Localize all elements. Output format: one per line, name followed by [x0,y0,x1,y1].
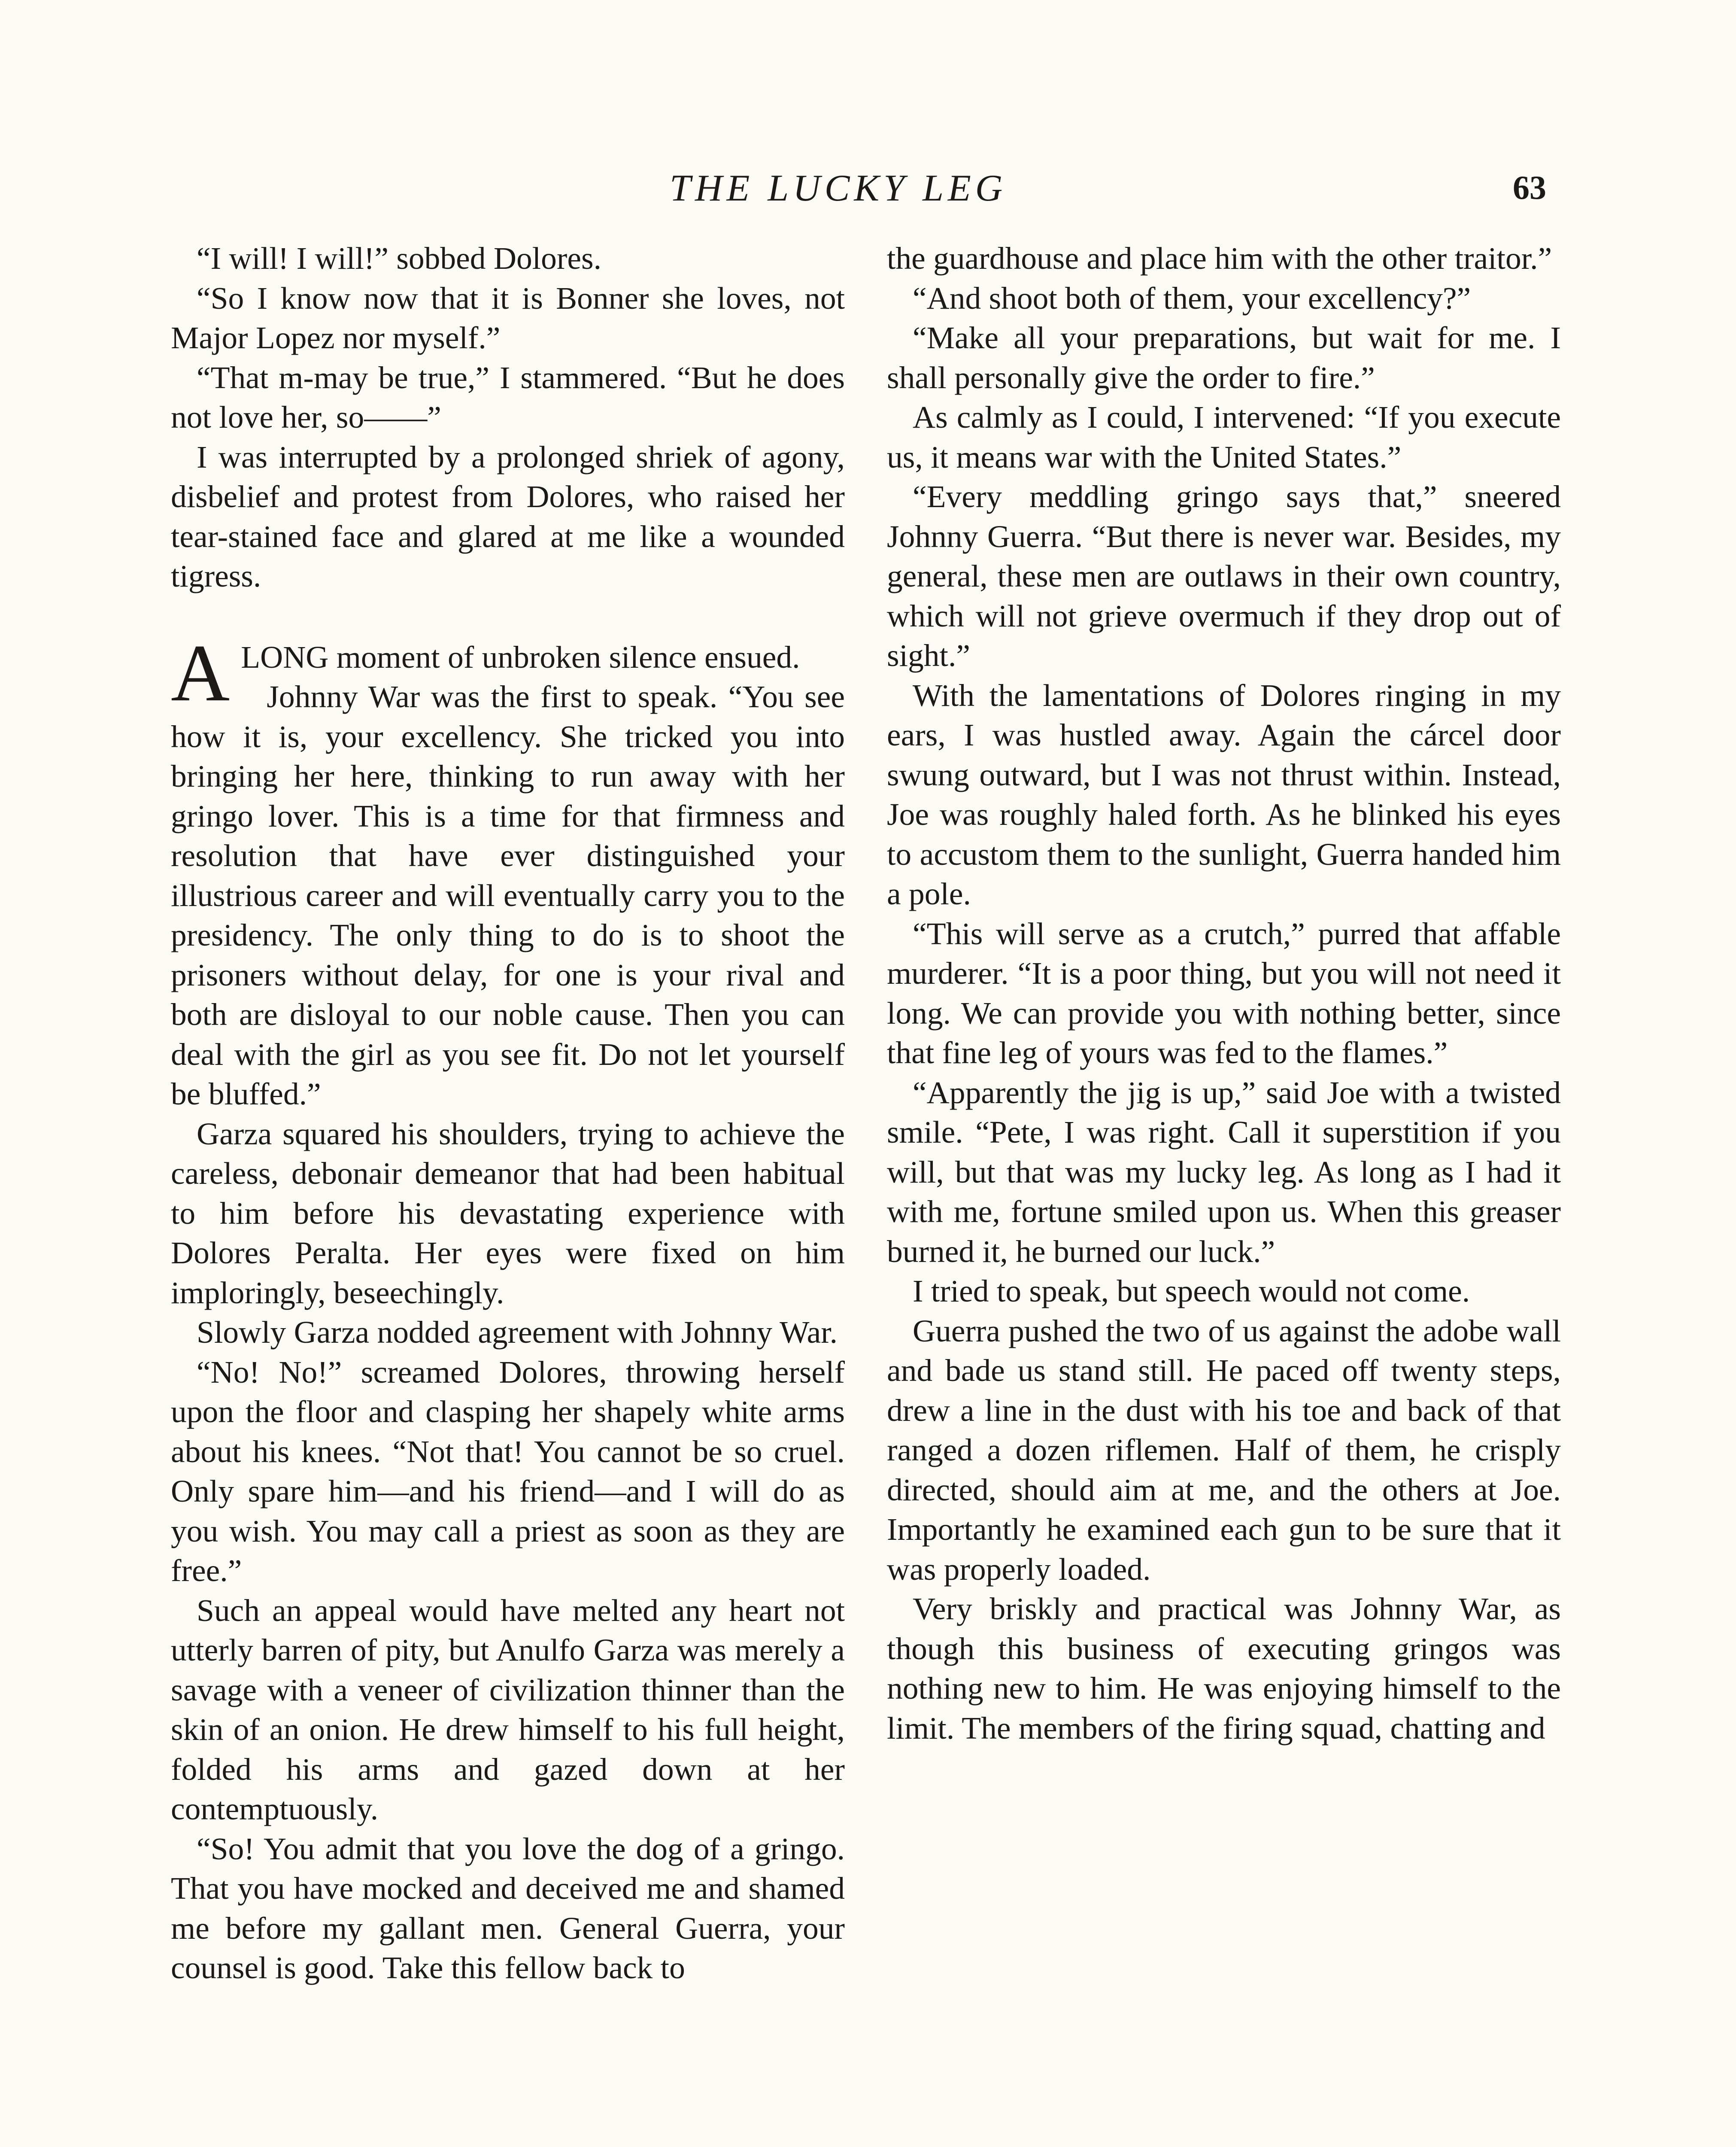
paragraph: “So I know now that it is Bonner she loves, not Major Lopez nor myself.” [171,280,845,355]
paragraph: “Make all your preparations, but wait for me. I shall personally give the order to fire.” [887,320,1561,395]
paragraph: Guerra pushed the two of us against the adobe wall and bade us stand still. He paced off twenty steps, drew a line in the dust with his toe and back of that ranged a dozen riflemen. Half of them, he crisply directed, should aim at me, and the others at Joe. Importantly he examined each gun to be sure that it was properly loaded. [887,1313,1561,1587]
paragraph: “And shoot both of them, your excellency?” [913,280,1471,316]
paragraph: Slowly Garza nodded agreement with Johnny War. [197,1315,838,1350]
continued-paragraph: the guardhouse and place him with the other traitor.” [887,241,1552,276]
paragraph: Garza squared his shoulders, trying to achieve the careless, debonair demeanor that had been habitual to him before his devastating experience with Dolores Peralta. Her eyes were fixed on him imploringly, beseechingly. [171,1116,845,1310]
drop-cap: A [171,628,230,718]
paragraph: “This will serve as a crutch,” purred that affable murderer. “It is a poor thing, but you will not need it long. We can provide you with nothing better, since that fine leg of yours was fed to the flames.” [887,916,1561,1070]
right-column [887,239,1561,1748]
running-header [0,167,1736,214]
section-opening-paragraph [171,628,845,718]
paragraph: As calmly as I could, I intervened: “If you execute us, it means war with the United States.” [887,400,1561,474]
paragraph: “I will! I will!” sobbed Dolores. [197,241,602,276]
paragraph: Very briskly and practical was Johnny War, as though this business of executing gringos was nothing new to him. He was enjoying himself to the limit. The members of the firing squad, chatting and [887,1591,1561,1746]
left-column [171,239,845,1988]
paragraph: “Every meddling gringo says that,” sneered Johnny Guerra. “But there is never war. Besides, my general, these men are outlaws in their own country, which will not grieve overmuch if they drop out of sight.” [887,479,1561,673]
paragraph: I was interrupted by a prolonged shriek of agony, disbelief and protest from Dolores, who raised her tear-stained face and glared at me like a wounded tigress. [171,439,845,593]
paragraph: Johnny War was the first to speak. “You see how it is, your excellency. She tricked you into bringing her here, thinking to run away with her gringo lover. This is a time for that firmness and resolution that have ever distinguished your illustrious career and will eventually carry you to the presidency. The only thing to do is to shoot the prisoners without delay, for one is your rival and both are disloyal to our noble cause. Then you can deal with the girl as you see fit. Do not let yourself be bluffed.” [171,679,845,1111]
paragraph: “Apparently the jig is up,” said Joe with a twisted smile. “Pete, I was right. Call it superstition if you will, but that was my lucky leg. As long as I had it with me, fortune smiled upon us. When this greaser burned it, he burned our luck.” [887,1075,1561,1269]
section-opening-text: LONG moment of unbroken silence ensued. [241,639,800,675]
paragraph: “No! No!” screamed Dolores, throwing herself upon the floor and clasping her shapely white arms about his knees. “Not that! You cannot be so cruel. Only spare him—and his friend—and I will do as you wish. You may call a priest as soon as they are free.” [171,1354,845,1588]
running-title: THE LUCKY LEG [670,167,1007,209]
paragraph: “So! You admit that you love the dog of a gringo. That you have mocked and deceived me and shamed me before my gallant men. General Guerra, your counsel is good. Take this fellow back to [171,1831,845,1985]
paragraph: “That m-may be true,” I stammered. “But he does not love her, so——” [171,360,845,435]
paragraph: With the lamentations of Dolores ringing in my ears, I was hustled away. Again the cárcel door swung outward, but I was not thrust within. Instead, Joe was roughly haled forth. As he blinked his eyes to accustom them to the sunlight, Guerra handed him a pole. [887,678,1561,911]
page-number: 63 [1513,169,1546,206]
paragraph: Such an appeal would have melted any heart not utterly barren of pity, but Anulfo Garza was merely a savage with a veneer of civilization thinner than the skin of an onion. He drew himself to his full height, folded his arms and gazed down at her contemptuously. [171,1593,845,1826]
paragraph: I tried to speak, but speech would not come. [913,1274,1470,1308]
